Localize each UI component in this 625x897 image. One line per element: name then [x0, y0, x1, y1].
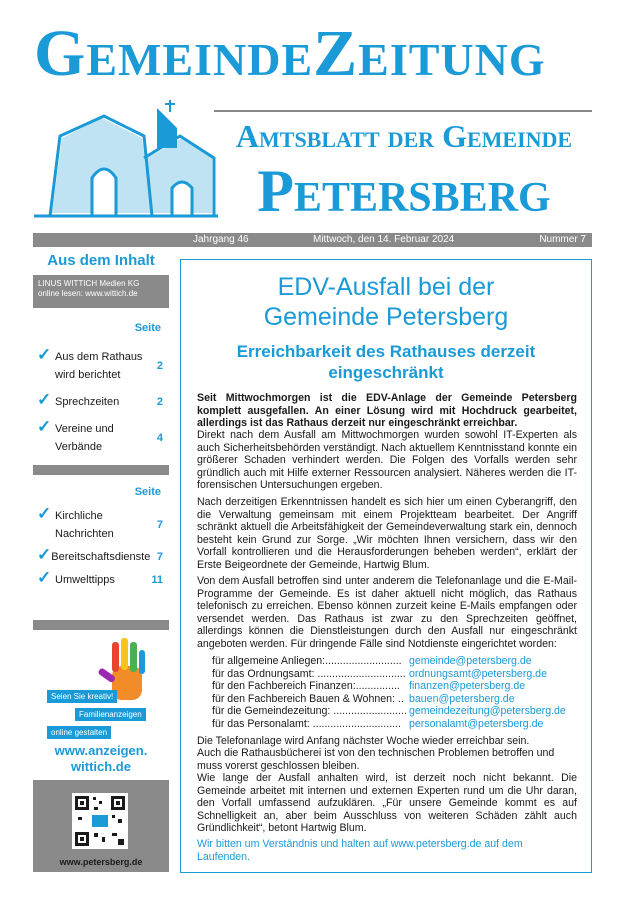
article-closing: Wir bitten um Verständnis und halten auf www.petersberg.de auf dem Laufenden.	[197, 838, 523, 863]
issue-number: Nummer 7	[539, 234, 586, 245]
masthead-title: GemeindeZeitung	[34, 17, 546, 90]
ad-tag-creative: Seien Sie kreativ!	[47, 690, 117, 703]
publisher-name: LINUS WITTICH Medien KG	[38, 279, 140, 288]
ad-url-line1: www.anzeigen.	[54, 743, 148, 758]
contact-email[interactable]: ordnungsamt@petersberg.de	[409, 667, 547, 680]
contact-label: für den Fachbereich Finanzen:...............	[212, 680, 400, 692]
article-paragraph: Wie lange der Ausfall anhalten wird, ist derzeit noch nicht bekannt. Die Gemeinde arbeitet mit internen und externen Experten rund um die Uhr daran, den Vorfall umfassend aufzuklären. „Für unsere Gemeinde kommt es auf Schnelligkeit an, aber beim Ausschluss von weiteren Schäden zählt auch Gründlichkeit“, betont Hartwig Blum.	[197, 772, 577, 834]
issue-volume: Jahrgang 46	[193, 234, 249, 245]
contact-email[interactable]: gemeinde@petersberg.de	[409, 655, 532, 667]
toc-item-page: 2	[156, 360, 163, 372]
church-logo	[32, 98, 218, 220]
ad-tag-online: online gestalten	[47, 726, 111, 739]
lead-text: Seit Mittwochmorgen ist die EDV-Anlage der Gemeinde Petersberg komplett ausgefallen. An einer Lösung wird mit Hochdruck gearbeitet, allerdings ist das Rathaus derzeit nur eingeschränkt erreichbar.	[197, 392, 577, 429]
issue-info-bar	[33, 233, 592, 247]
toc-item[interactable]	[33, 347, 169, 384]
toc-section-2	[33, 486, 169, 589]
contact-label: für das Personalamt: ..............................	[212, 717, 401, 730]
contact-row	[212, 718, 582, 731]
publisher-online: online lesen: www.wittich.de	[38, 289, 138, 298]
toc-item-page: 4	[156, 432, 163, 444]
masthead-town: Petersberg	[257, 158, 551, 224]
masthead-subtitle: Amtsblatt der Gemeinde	[235, 118, 573, 154]
article-paragraph: Auch die Rathausbücherei ist von den technischen Problemen betroffen und muss vorerst geschlossen bleiben.	[197, 747, 555, 772]
masthead-rule	[214, 110, 592, 112]
toc-item-label: Kirchliche Nachrichten	[55, 510, 114, 540]
contact-row	[212, 668, 582, 681]
headline-line1: EDV-Ausfall bei der	[277, 273, 495, 301]
checkmark-icon: ✓	[37, 390, 52, 409]
toc-item[interactable]	[33, 506, 169, 543]
checkmark-icon: ✓	[37, 417, 52, 436]
sidebar-divider	[33, 620, 169, 630]
contact-label: für allgemeine Anliegen:..........................	[212, 655, 402, 667]
site-url[interactable]: www.petersberg.de	[59, 857, 143, 867]
subhead-line1: Erreichbarkeit des Rathauses derzeit	[236, 342, 536, 361]
checkmark-icon: ✓	[37, 545, 52, 564]
sidebar-divider	[33, 465, 169, 475]
toc-item[interactable]	[33, 419, 169, 456]
toc-item-label: Sprechzeiten	[55, 396, 120, 408]
contact-label: für den Fachbereich Bauen & Wohnen: ..	[212, 692, 404, 705]
subhead-line2: eingeschränkt	[328, 363, 444, 382]
issue-date: Mittwoch, den 14. Februar 2024	[313, 234, 455, 245]
article-lead	[197, 392, 577, 430]
toc-item-page: 7	[156, 519, 163, 531]
contact-email[interactable]: personalamt@petersberg.de	[409, 717, 544, 730]
publisher-box	[33, 275, 169, 308]
contact-row	[212, 680, 582, 693]
contact-row	[212, 705, 582, 718]
toc-item-page: 7	[156, 551, 163, 563]
contact-row	[212, 693, 582, 706]
toc-item[interactable]	[33, 392, 169, 411]
article-paragraph: Von dem Ausfall betroffen sind unter anderem die Telefonanlage und die E-Mail-Programme der Gemeinde. Es ist daher aktuell nicht möglich, das Rathaus telefonisch zu erreichen. Ebenso können zurzeit keine E-Mails empfangen oder versendet werden. Das Rathaus ist zwar zu den Sprechzeiten geöffnet, allerdings können die Dienstleistungen durch den Ausfall nur eingeschränkt angeboten werden. Für dringende Fälle sind Notdienste eingerichtet worden:	[197, 575, 577, 650]
contact-row	[212, 655, 582, 668]
article-paragraph: Die Telefonanlage wird Anfang nächster Woche wieder erreichbar sein.	[197, 735, 530, 747]
checkmark-icon: ✓	[37, 345, 52, 364]
toc-item[interactable]	[33, 570, 169, 589]
contact-email[interactable]: bauen@petersberg.de	[409, 692, 515, 705]
toc-seite-label: Seite	[134, 486, 161, 498]
contact-list	[212, 655, 582, 730]
article-paragraph: Nach derzeitigen Erkenntnissen handelt es sich hier um einen Cyberangriff, den die Verwaltung gemeinsam mit einem Projektteam bearbeitet. Der Angriff schränkt aktuell die Arbeitsfähigkeit der Gemeindeverwaltung stark ein, dennoch besteht kein Grund zur Sorge. „Wir möchten Ihnen versichern, dass wir den Vorfall kontrollieren und die Herausforderungen beheben werden“, erklärt der Erste Beigeordnete der Gemeinde, Hartwig Blum.	[197, 496, 577, 571]
toc-item-label: Vereine und Verbände	[55, 423, 114, 453]
article-paragraph: Direkt nach dem Ausfall am Mittwochmorgen wurden sowohl IT-Experten als auch Sicherheitsbehörden verständigt. Nach aktuellem Kenntnisstand konnte ein größerer Schaden verhindert werden. Die Folgen des Vorfalls werden sehr gründlich auch mit Hilfe externer Ressourcen analysiert. Näheres werden die IT-forensischen Untersuchungen ergeben.	[197, 429, 577, 491]
ad-tag-family: Familienanzeigen	[75, 708, 146, 721]
toc-section-1	[33, 322, 169, 456]
checkmark-icon: ✓	[37, 504, 52, 523]
article-headline	[180, 272, 592, 332]
contact-email[interactable]: gemeindezeitung@petersberg.de	[409, 705, 566, 717]
toc-item[interactable]	[33, 547, 169, 566]
toc-seite-label: Seite	[134, 322, 161, 334]
headline-line2: Gemeinde Petersberg	[263, 303, 509, 331]
contact-label: für das Ordnungsamt: ..............................	[212, 667, 406, 680]
contact-email[interactable]: finanzen@petersberg.de	[409, 680, 526, 692]
contact-label: für die Gemeindezeitung: .........................	[212, 705, 407, 717]
article-subhead	[190, 341, 582, 383]
toc-item-label: Umwelttipps	[55, 574, 115, 586]
ad-url[interactable]	[33, 743, 169, 775]
toc-item-page: 11	[151, 574, 163, 586]
sidebar-heading: Aus dem Inhalt	[47, 252, 155, 269]
toc-item-label: Aus dem Rathaus wird berichtet	[55, 351, 143, 381]
checkmark-icon: ✓	[37, 568, 52, 587]
ad-url-line2: wittich.de	[71, 759, 131, 774]
toc-item-page: 2	[156, 396, 163, 408]
toc-item-label: Bereitschaftsdienste	[51, 551, 151, 563]
qr-code-icon[interactable]	[72, 793, 128, 849]
